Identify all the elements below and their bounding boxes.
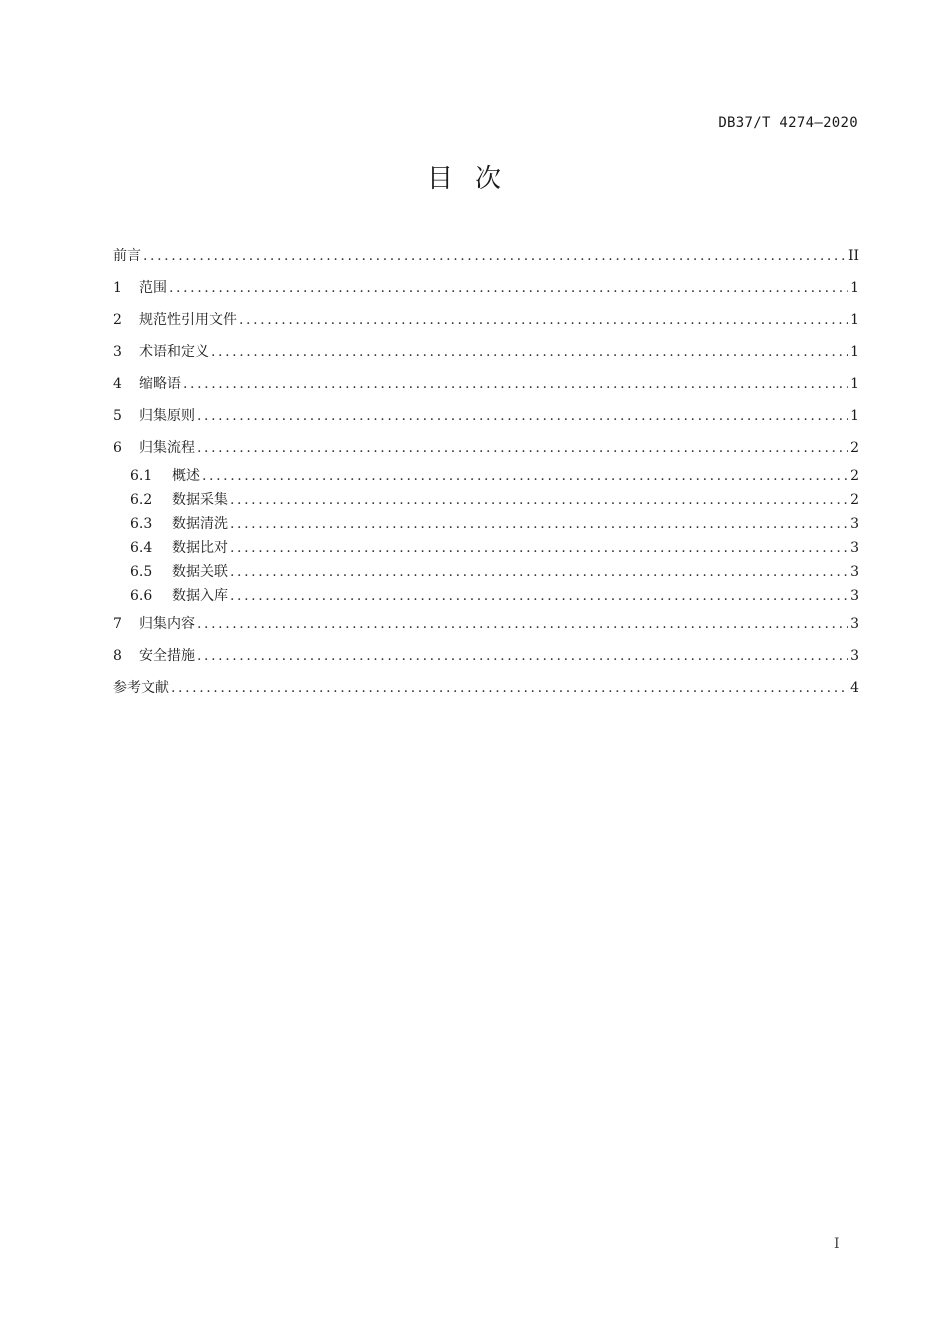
toc-entry-terms[interactable] <box>113 340 859 364</box>
toc-entry-page: 3 <box>850 564 859 580</box>
toc-entry-number: 6.6 <box>130 588 153 604</box>
toc-leader-dots <box>169 276 848 300</box>
toc-entry-page: 3 <box>850 588 859 604</box>
toc-entry-label: 缩略语 <box>139 376 181 392</box>
toc-entry-label: 前言 <box>113 248 141 264</box>
toc-leader-dots <box>239 308 848 332</box>
toc-entry-number: 3 <box>113 344 122 360</box>
toc-entry-page: 2 <box>850 440 859 456</box>
footer-page-number: I <box>834 1236 840 1252</box>
toc-leader-dots <box>230 560 848 584</box>
toc-leader-dots <box>211 340 848 364</box>
toc-entry-data-association[interactable] <box>130 560 859 584</box>
page-title: 目次 <box>426 164 523 194</box>
toc-entry-label: 术语和定义 <box>139 344 209 360</box>
toc-entry-label: 归集内容 <box>139 616 195 632</box>
toc-entry-page: 3 <box>850 516 859 532</box>
toc-entry-page: 2 <box>850 492 859 508</box>
toc-leader-dots <box>230 488 848 512</box>
toc-leader-dots <box>230 536 848 560</box>
toc-entry-process[interactable] <box>113 436 859 460</box>
toc-entry-number: 2 <box>113 312 122 328</box>
toc-entry-bibliography[interactable] <box>113 676 859 700</box>
toc-entry-number: 6.5 <box>130 564 153 580</box>
toc-leader-dots <box>197 612 848 636</box>
toc-entry-page: 3 <box>850 648 859 664</box>
toc-leader-dots <box>183 372 848 396</box>
toc-entry-label: 归集原则 <box>139 408 195 424</box>
toc-entry-foreword[interactable] <box>113 244 859 268</box>
toc-entry-overview[interactable] <box>130 464 859 488</box>
toc-leader-dots <box>230 512 848 536</box>
toc-entry-normative-references[interactable] <box>113 308 859 332</box>
toc-entry-number: 6.4 <box>130 540 153 556</box>
toc-entry-content[interactable] <box>113 612 859 636</box>
toc-leader-dots <box>202 464 848 488</box>
toc-entry-number: 7 <box>113 616 122 632</box>
toc-leader-dots <box>197 644 848 668</box>
toc-entry-number: 6.2 <box>130 492 153 508</box>
toc-entry-data-storage[interactable] <box>130 584 859 608</box>
toc-leader-dots <box>197 404 848 428</box>
toc-entry-abbreviations[interactable] <box>113 372 859 396</box>
toc-entry-page: 2 <box>850 468 859 484</box>
toc-entry-page: 1 <box>850 344 859 360</box>
toc-entry-label: 数据比对 <box>172 540 228 556</box>
toc-entry-label: 参考文献 <box>113 680 169 696</box>
toc-entry-number: 8 <box>113 648 122 664</box>
toc-entry-data-comparison[interactable] <box>130 536 859 560</box>
toc-entry-page: 3 <box>850 616 859 632</box>
toc-entry-label: 数据入库 <box>172 588 228 604</box>
toc-entry-page: 1 <box>850 376 859 392</box>
toc-entry-number: 5 <box>113 408 122 424</box>
toc-entry-page: II <box>847 248 859 264</box>
toc-entry-label: 安全措施 <box>139 648 195 664</box>
toc-leader-dots <box>230 584 848 608</box>
document-code: DB37/T 4274—2020 <box>718 115 858 131</box>
toc-entry-label: 数据关联 <box>172 564 228 580</box>
toc-entry-principles[interactable] <box>113 404 859 428</box>
toc-entry-page: 1 <box>850 408 859 424</box>
toc-entry-label: 概述 <box>172 468 200 484</box>
toc-entry-label: 数据采集 <box>172 492 228 508</box>
toc-entry-data-collection[interactable] <box>130 488 859 512</box>
toc-entry-label: 数据清洗 <box>172 516 228 532</box>
toc-leader-dots <box>197 436 848 460</box>
toc-entry-label: 规范性引用文件 <box>139 312 237 328</box>
toc-entry-number: 1 <box>113 280 122 296</box>
toc-entry-security[interactable] <box>113 644 859 668</box>
toc-entry-label: 范围 <box>139 280 167 296</box>
toc-entry-number: 4 <box>113 376 122 392</box>
toc-entry-page: 3 <box>850 540 859 556</box>
toc-entry-page: 1 <box>850 312 859 328</box>
toc-entry-label: 归集流程 <box>139 440 195 456</box>
toc-entry-data-cleansing[interactable] <box>130 512 859 536</box>
toc-leader-dots <box>143 244 846 268</box>
toc-entry-scope[interactable] <box>113 276 859 300</box>
toc-entry-number: 6.1 <box>130 468 153 484</box>
toc-entry-page: 4 <box>850 680 859 696</box>
toc-leader-dots <box>171 676 848 700</box>
toc-entry-number: 6 <box>113 440 122 456</box>
toc-entry-number: 6.3 <box>130 516 153 532</box>
toc-entry-page: 1 <box>850 280 859 296</box>
